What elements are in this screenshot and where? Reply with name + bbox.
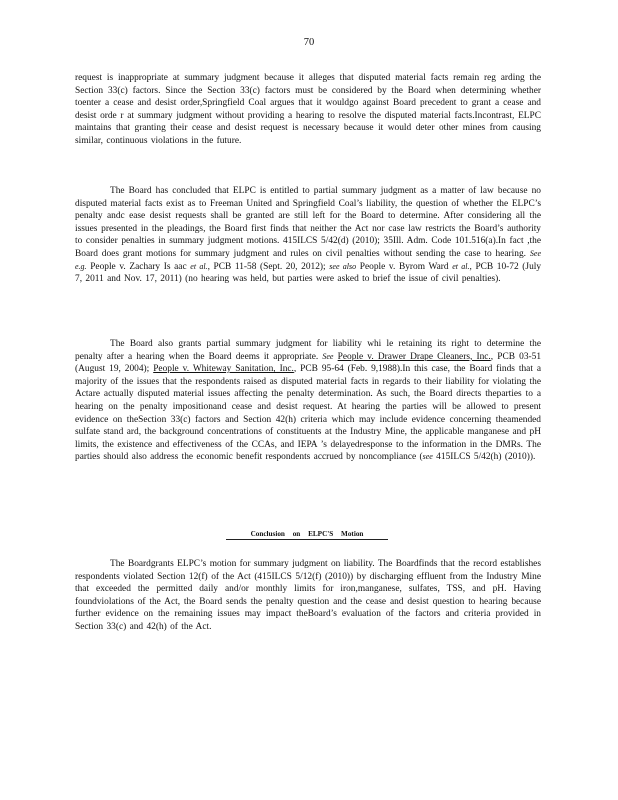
et-al-2: et al. bbox=[452, 261, 470, 271]
citation-signal-see-also: see also bbox=[329, 261, 357, 271]
case-name-drawer-drape: People v. Drawer Drape Cleaners, Inc. bbox=[337, 351, 491, 362]
paragraph-3-text-a: The Board also grants partial summary judgment for liability whi le retaining its right to determine the penalty after a hearing when the Board deems it appropriate. bbox=[75, 339, 541, 362]
paragraph-1: request is inappropriate at summary judgment because it alleges that disputed material facts remain reg arding the Section 33(c) factors. Since the Section 33(c) factors must be considered by the Board when determining whether toenter a cease and desist order,Springfield Coal argues that it wouldgo against Board precedent to grant a cease and desist orde r at summary judgment without providing a hearing to resolve the disputed material facts.Incontrast, ELPC maintains that granting their cease and desist request is necessary because it would deter other mines from causing similar, continuous violations in the future. bbox=[75, 73, 541, 146]
paragraph-2-text-a: The Board has concluded that ELPC is entitled to partial summary judgment as a matter of law because no disputed material facts exist as to Freeman United and Springfield Coal’s liability, the question of whether the ELPC’s penalty andc ease desist requests shall be granted are still left for the Board to determine. After considering all the issues presented in the pleadings, the Board first finds that neither the Act nor case law restricts the Board’s authority to consider penalties in summary judgment motions. 415ILCS 5/42(d) (2010); 35Ill. Adm. Code 101.516(a).In fact ,the Board does grant motions for summary judgment and rules on civil penalties without sending the case to hearing. bbox=[75, 186, 541, 259]
paragraph-3-text-c: , PCB 95-64 (Feb. 9,1988).In this case, the Board finds that a majority of the issues that the respondents raised as disputed material facts in regards to their liability for violating the Actare actually disputed material issues affecting the penalty determination. As such, the Board directs theparties to a hearing on the penalty impositionand cease and desist request. At hearing the parties will be allowed to present evidence on theSection 33(c) factors and Section 42(h) criteria which may include evidence concerning theamended sulfate stand ard, the background concentrations of constituents at the Industry Mine, the applicable manganese and pH limits, the existence and effectiveness of the CCAs, and IEPA ’s delayedresponse to the information in the DMRs. The parties should also address the economic benefit respondents accrued by noncompliance ( bbox=[75, 364, 542, 463]
et-al-1: et al. bbox=[190, 261, 208, 271]
case-name-zachary: People v. Zachary Is aac bbox=[90, 261, 187, 272]
paragraph-3 bbox=[75, 338, 541, 464]
case-name-byrom: People v. Byrom Ward bbox=[359, 261, 449, 272]
citation-signal-see: See bbox=[322, 351, 334, 361]
citation-signal-see-2: see bbox=[422, 452, 433, 462]
page-number: 70 bbox=[303, 37, 315, 48]
paragraph-2 bbox=[75, 185, 541, 286]
statute-citation: 415ILCS 5/42(h) (2010)). bbox=[436, 452, 536, 463]
citation-byrom: , PCB 10-72 (July 7, 2011 and Nov. 17, 2011) (no hearing was held, but parties were asked to brief the issue of civil penalties). bbox=[75, 261, 542, 285]
citation-signal-see-eg: See e.g. bbox=[75, 248, 542, 271]
paragraph-4: The Boardgrants ELPC’s motion for summary judgment on liability. The Boardfinds that the record establishes respondents violated Section 12(f) of the Act (415ILCS 5/12(f) (2010)) by discharging effluent from the Industry Mine that exceeded the permitted daily and/or monthly limits for iron,manganese, sulfates, TSS, and pH. Having foundviolations of the Act, the Board sends the penalty question and the cease and desist question to hearing because further evidence on the remaining issues may impact theBoard’s evaluation of the factors and criteria provided in Section 33(c) and 42(h) of the Act. bbox=[75, 559, 541, 632]
section-heading: Conclusion on ELPC'S Motion bbox=[226, 530, 388, 540]
citation-zachary: , PCB 11-58 (Sept. 20, 2012); bbox=[207, 261, 326, 272]
case-name-whiteway: People v. Whiteway Sanitation, Inc. bbox=[153, 364, 294, 375]
citation-drawer-drape: , PCB 03-51 (August 19, 2004); bbox=[75, 351, 542, 375]
